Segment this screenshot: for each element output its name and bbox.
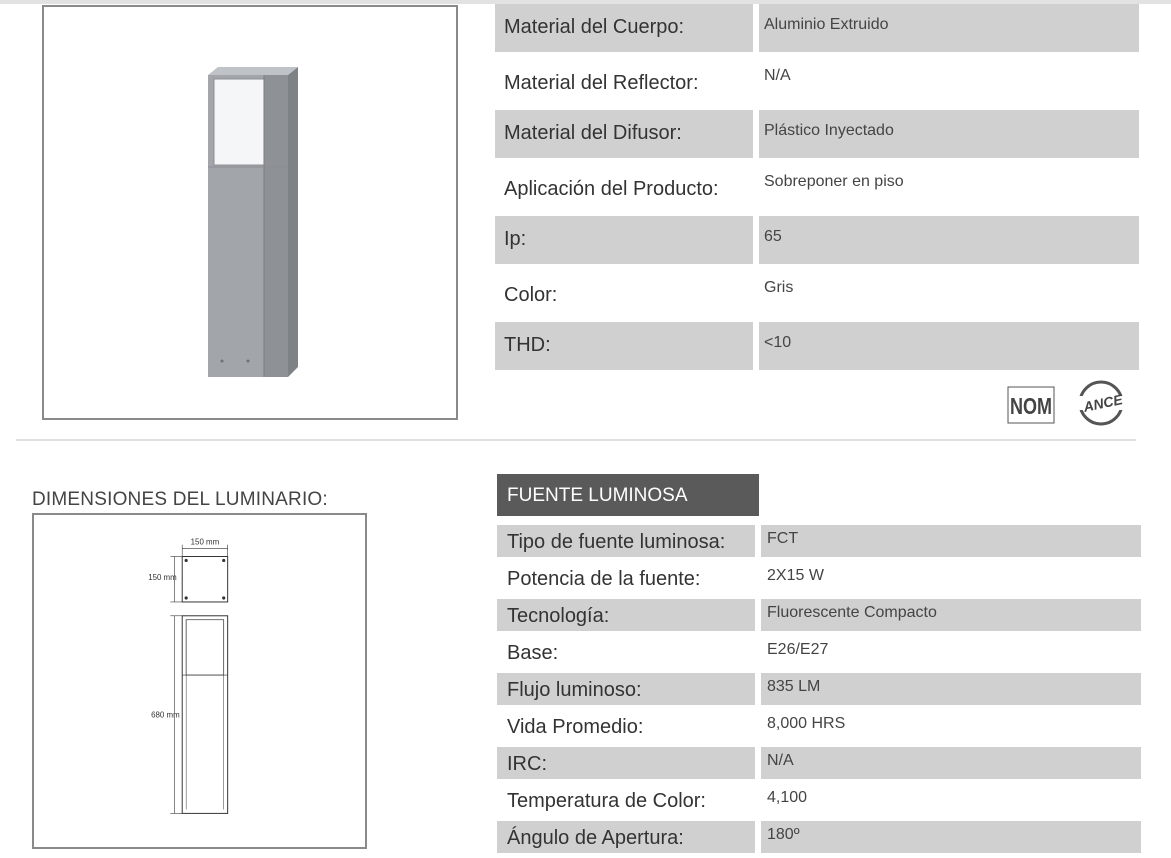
- row-value: N/A: [761, 747, 1141, 779]
- dimensions-drawing-frame: [32, 513, 367, 849]
- nom-logo-text: NOM: [1010, 393, 1052, 419]
- spec-row: [495, 269, 1139, 317]
- spec-row: [495, 216, 1139, 264]
- depth-dimension-label: 150 mm: [148, 573, 177, 583]
- row-label: Vida Promedio:: [507, 716, 644, 738]
- table-row: [497, 710, 1141, 742]
- table-row: [497, 747, 1141, 779]
- spec-label: Ip:: [495, 216, 753, 264]
- dimensions-title: DIMENSIONES DEL LUMINARIO:: [32, 489, 328, 510]
- row-value: 835 LM: [761, 673, 1141, 705]
- table-row: [497, 599, 1141, 631]
- spec-label: Material del Cuerpo:: [495, 4, 753, 52]
- row-label: Tipo de fuente luminosa:: [497, 525, 755, 557]
- spec-label: Material del Reflector:: [504, 72, 699, 94]
- row-label: Ángulo de Apertura:: [497, 821, 755, 853]
- row-label: Flujo luminoso:: [497, 673, 755, 705]
- light-source-header: FUENTE LUMINOSA: [497, 474, 759, 516]
- row-value: 8,000 HRS: [767, 715, 846, 732]
- table-row: [497, 821, 1141, 853]
- row-label: Temperatura de Color:: [507, 790, 706, 812]
- row-label: Potencia de la fuente:: [507, 568, 701, 590]
- spec-table: [495, 4, 1139, 375]
- spec-value: 65: [759, 216, 1139, 264]
- section-divider: [16, 439, 1136, 441]
- spec-label: THD:: [495, 322, 753, 370]
- row-value: Fluorescente Compacto: [761, 599, 1141, 631]
- spec-row: [495, 322, 1139, 370]
- spec-value: N/A: [764, 67, 791, 84]
- row-value: E26/E27: [767, 641, 829, 658]
- row-value: 180º: [761, 821, 1141, 853]
- dimensions-drawing: [34, 515, 365, 847]
- spec-value: Sobreponer en piso: [764, 173, 904, 190]
- table-row: [497, 673, 1141, 705]
- spec-label: Material del Difusor:: [495, 110, 753, 158]
- ance-logo: [1072, 378, 1134, 426]
- table-row: [497, 562, 1141, 594]
- spec-row: [495, 4, 1139, 52]
- table-row: [497, 636, 1141, 668]
- spec-label: Color:: [504, 284, 558, 306]
- table-row: [497, 784, 1141, 816]
- spec-row: [495, 57, 1139, 105]
- spec-value: <10: [759, 322, 1139, 370]
- width-dimension-label: 150 mm: [190, 537, 220, 547]
- spec-value: Plástico Inyectado: [759, 110, 1139, 158]
- row-value: 4,100: [767, 789, 808, 806]
- light-source-table: [497, 525, 1141, 858]
- spec-value: Gris: [764, 279, 794, 296]
- ance-logo-text: ANCE: [1081, 391, 1125, 415]
- product-photo-frame: [42, 5, 458, 420]
- spec-label: Aplicación del Producto:: [504, 178, 719, 200]
- spec-row: [495, 163, 1139, 211]
- row-value: 2X15 W: [767, 567, 824, 584]
- row-label: Tecnología:: [497, 599, 755, 631]
- bollard-lamp-image: [208, 67, 298, 377]
- height-dimension-label: 680 mm: [151, 710, 180, 720]
- row-value: FCT: [761, 525, 1141, 557]
- nom-logo: [1006, 385, 1056, 425]
- spec-value: Aluminio Extruido: [759, 4, 1139, 52]
- spec-row: [495, 110, 1139, 158]
- table-row: [497, 525, 1141, 557]
- row-label: Base:: [507, 642, 559, 664]
- row-label: IRC:: [497, 747, 755, 779]
